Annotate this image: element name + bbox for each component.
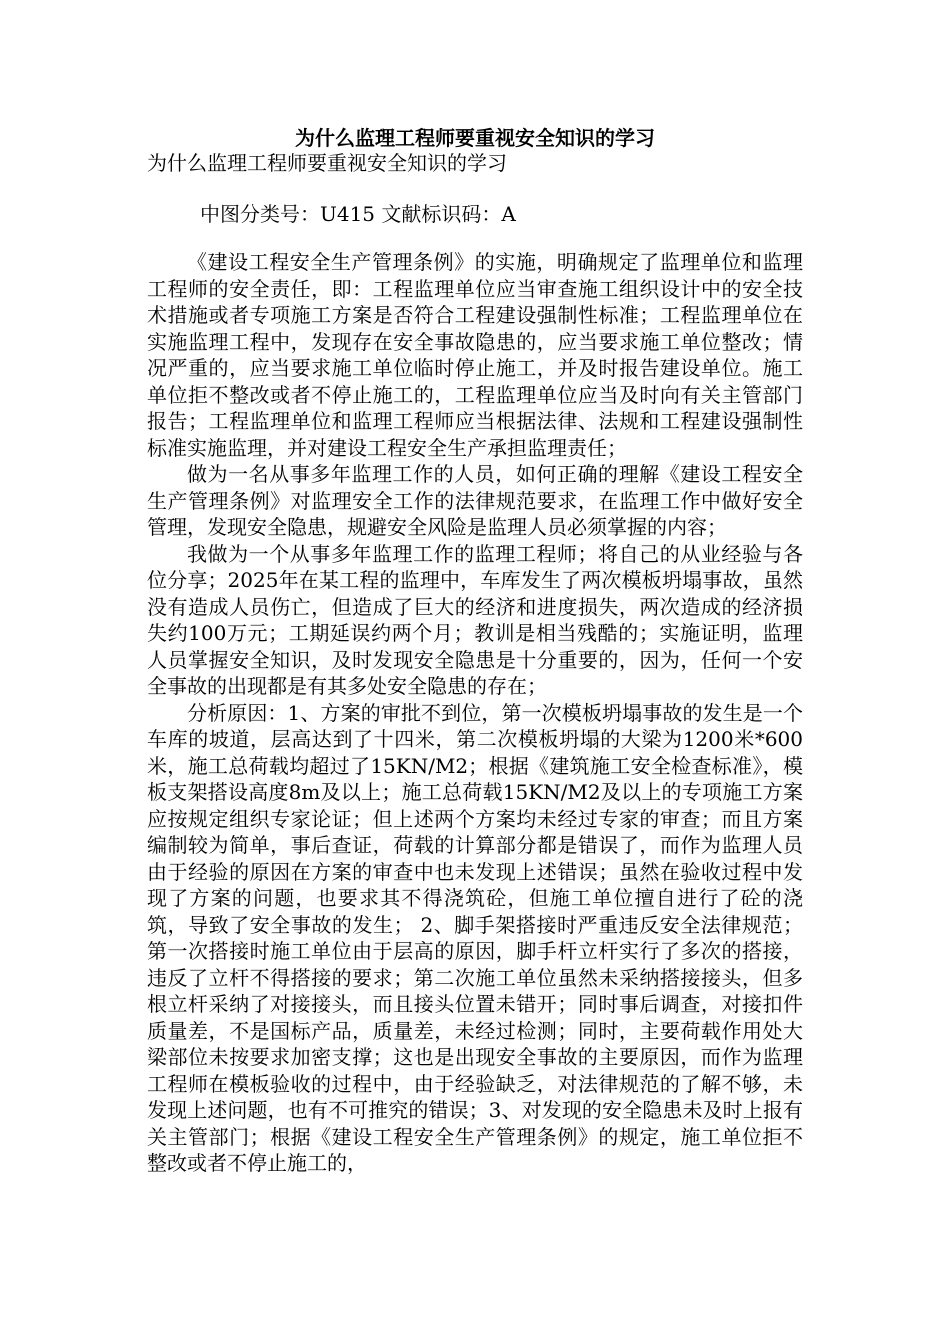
document-subtitle: 为什么监理工程师要重视安全知识的学习	[147, 151, 507, 175]
classification-line: 中图分类号：U415 文献标识码：A	[200, 202, 516, 226]
paragraph-2: 做为一名从事多年监理工作的人员，如何正确的理解《建设工程安全生产管理条例》对监理安全工作的法律规范要求，在监理工作中做好安全管理，发现安全隐患，规避安全风险是监理人员必须掌握的内容；	[147, 462, 803, 539]
document-body	[147, 249, 803, 1177]
paragraph-4: 分析原因：1、方案的审批不到位，第一次模板坍塌事故的发生是一个车库的坡道，层高达到了十四米，第二次模板坍塌的大梁为1200米*600米，施工总荷载均超过了15KN/M2；根据《建筑施工安全检查标准》，模板支架搭设高度8m及以上；施工总荷载15KN/M2及以上的专项施工方案应按规定组织专家论证；但上述两个方案均未经过专家的审查；而且方案编制较为简单，事后查证，荷载的计算部分都是错误了，而作为监理人员由于经验的原因在方案的审查中也未发现上述错误；虽然在验收过程中发现了方案的问题，也要求其不得浇筑砼，但施工单位擅自进行了砼的浇筑，导致了安全事故的发生； 2、脚手架搭接时严重违反安全法律规范；第一次搭接时施工单位由于层高的原因，脚手杆立杆实行了多次的搭接，违反了立杆不得搭接的要求；第二次施工单位虽然未采纳搭接接头，但多根立杆采纳了对接接头，而且接头位置未错开；同时事后调查，对接扣件质量差，不是国标产品，质量差，未经过检测；同时，主要荷载作用处大梁部位未按要求加密支撑；这也是出现安全事故的主要原因，而作为监理工程师在模板验收的过程中，由于经验缺乏，对法律规范的了解不够，未发现上述问题，也有不可推究的错误；3、对发现的安全隐患未及时上报有关主管部门；根据《建设工程安全生产管理条例》的规定，施工单位拒不整改或者不停止施工的，	[147, 700, 803, 1175]
document-title: 为什么监理工程师要重视安全知识的学习	[295, 126, 655, 150]
paragraph-1: 《建设工程安全生产管理条例》的实施，明确规定了监理单位和监理工程师的安全责任，即：工程监理单位应当审查施工组织设计中的安全技术措施或者专项施工方案是否符合工程建设强制性标准；工程监理单位在实施监理工程中，发现存在安全事故隐患的，应当要求施工单位整改；情况严重的，应当要求施工单位临时停止施工，并及时报告建设单位。施工单位拒不整改或者不停止施工的，工程监理单位应当及时向有关主管部门报告；工程监理单位和监理工程师应当根据法律、法规和工程建设强制性标准实施监理，并对建设工程安全生产承担监理责任；	[147, 250, 803, 460]
paragraph-3: 我做为一个从事多年监理工作的监理工程师；将自己的从业经验与各位分享；2025年在某工程的监理中，车库发生了两次模板坍塌事故，虽然没有造成人员伤亡，但造成了巨大的经济和进度损失，两次造成的经济损失约100万元；工期延误约两个月；教训是相当残酷的；实施证明，监理人员掌握安全知识，及时发现安全隐患是十分重要的，因为，任何一个安全事故的出现都是有其多处安全隐患的存在；	[147, 541, 803, 698]
